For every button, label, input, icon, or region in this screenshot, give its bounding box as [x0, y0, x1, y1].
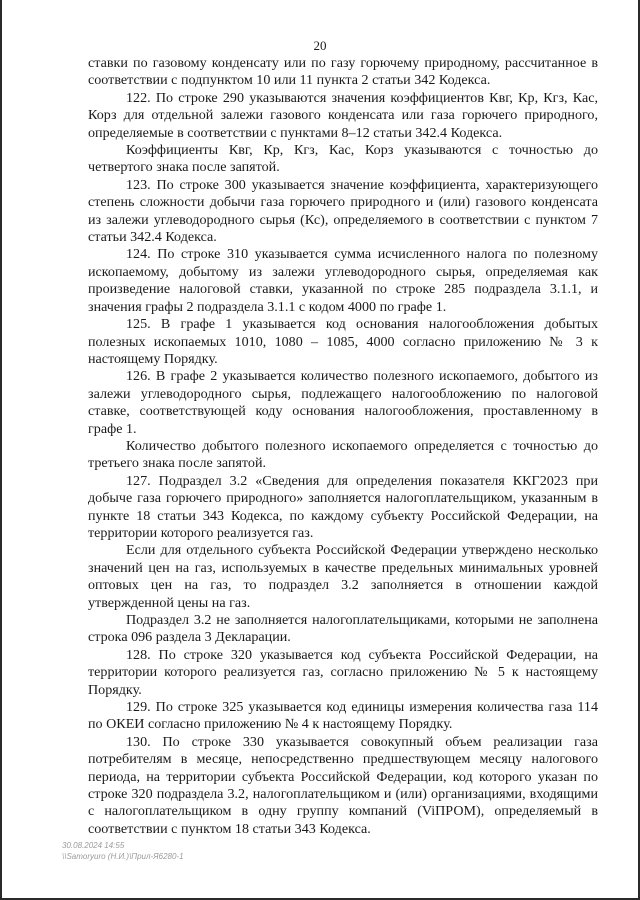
paragraph-125: 125. В графе 1 указывается код основания налогообложения добытых полезных ископаемых 1010, 1080 – 1085, 4000 согласно приложению № 3 к настоящему Порядку.	[88, 316, 598, 367]
footer-file-path: \\Samoryuro (Н.И.)\Прил-Я6280-1	[62, 852, 184, 861]
footer-timestamp: 30.08.2024 14:55	[62, 841, 125, 850]
paragraph-continuation: ставки по газовому конденсату или по газу горючему природному, рассчитанное в соответствии с подпунктом 10 или 11 пункта 2 статьи 342 Кодекса.	[88, 55, 598, 89]
paragraph-not-filled: Подраздел 3.2 не заполняется налогоплательщиками, которыми не заполнена строка 096 раздела 3 Декларации.	[88, 612, 598, 646]
page-number: 20	[313, 38, 327, 53]
paragraph-128: 128. По строке 320 указывается код субъекта Российской Федерации, на территории которого реализуется газ, согласно приложению № 5 к настоящему Порядку.	[88, 646, 598, 698]
paragraph-122: 122. По строке 290 указываются значения коэффициентов Квг, Кр, Кгз, Кас, Корз для отдельной залежи газового конденсата или газа горючего природного, определяемые в соответствии с пунктами 8–12 статьи 342.4 Кодекса.	[88, 89, 598, 141]
paragraph-124: 124. По строке 310 указывается сумма исчисленного налога по полезному ископаемому, добытому из залежи углеводородного сырья, определяемая как произведение налоговой ставки, указанной по строке 285 подраздела 3.1.1, и значения графы 2 подраздела 3.1.1 с кодом 4000 по графе 1.	[88, 246, 598, 315]
print-footer	[62, 840, 184, 862]
paragraph-126: 126. В графе 2 указывается количество полезного ископаемого, добытого из залежи углеводородного сырья, подлежащего налогообложению по налоговой ставке, соответствующей коду основания налогообложения, проставленному в графе 1.	[88, 368, 598, 437]
paragraph-127: 127. Подраздел 3.2 «Сведения для определения показателя ККГ2023 при добыче газа горючего природного» заполняется налогоплательщиком, указанным в пункте 18 статьи 343 Кодекса, по каждому субъекту Российской Федерации, на территории которого реализуется газ.	[88, 472, 598, 541]
paragraph-130: 130. По строке 330 указывается совокупный объем реализации газа потребителям в месяце, непосредственно предшествующем месяцу налогового периода, на территории субъекта Российской Федерации, код которого указан по строке 320 подраздела 3.2, налогоплательщиком и (или) организациями, входящими с налогоплательщиком в одну группу компаний (ViПРОМ), определяемый в соответствии с пунктом 18 статьи 343 Кодекса.	[88, 733, 598, 837]
paragraph-quantity-precision: Количество добытого полезного ископаемого определяется с точностью до третьего знака после запятой.	[88, 437, 598, 472]
paragraph-multiple-prices: Если для отдельного субъекта Российской Федерации утверждено несколько значений цен на газ, используемых в качестве предельных минимальных уровней оптовых цен на газ, то подраздел 3.2 заполняется в отношении каждой утвержденной цены на газ.	[88, 542, 598, 611]
paragraph-coefficients-precision: Коэффициенты Квг, Кр, Кгз, Кас, Корз указываются с точностью до четвертого знака после запятой.	[88, 142, 598, 176]
scan-edge-left	[0, 0, 2, 900]
paragraph-123: 123. По строке 300 указывается значение коэффициента, характеризующего степень сложности добычи газа горючего природного и (или) газового конденсата из залежи углеводородного сырья (Кс), определяемого в соответствии с пунктом 7 статьи 342.4 Кодекса.	[88, 176, 598, 246]
document-body	[88, 55, 598, 838]
paragraph-129: 129. По строке 325 указывается код единицы измерения количества газа 114 по ОКЕИ согласно приложению № 4 к настоящему Порядку.	[88, 699, 598, 733]
